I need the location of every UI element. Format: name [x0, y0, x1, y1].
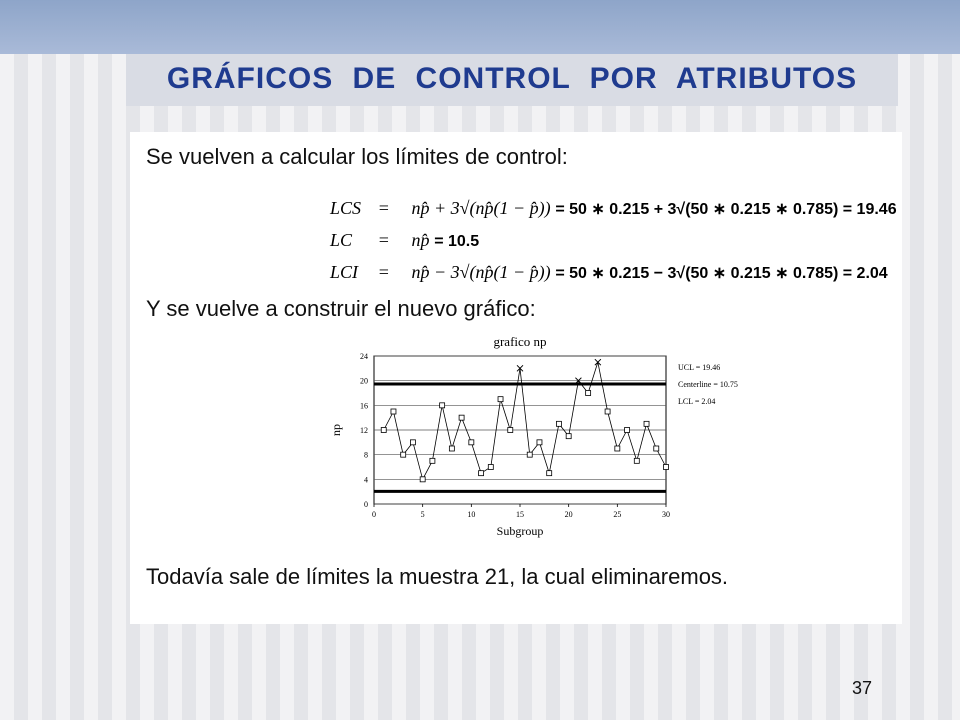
formula-equals: = [378, 262, 389, 282]
data-point [615, 446, 620, 451]
conclusion-text: Todavía sale de límites la muestra 21, la cual eliminaremos. [146, 564, 729, 589]
slide-number: 37 [852, 678, 873, 698]
y-axis-label: np [329, 424, 343, 436]
legend-entry: LCL = 2.04 [678, 397, 716, 406]
formula-expression: np̂ − 3√(np̂(1 − p̂)) [411, 262, 551, 282]
control-limit-formulas [330, 192, 897, 288]
data-point [488, 465, 493, 470]
data-point [440, 403, 445, 408]
x-tick-label: 20 [564, 510, 573, 519]
y-tick-label: 4 [364, 475, 368, 485]
legend-entry: UCL = 19.46 [678, 363, 721, 372]
data-point [566, 434, 571, 439]
data-point [430, 458, 435, 463]
formula-row-lci [330, 256, 897, 288]
data-point [537, 440, 542, 445]
data-point [586, 391, 591, 396]
y-tick-label: 0 [364, 500, 368, 509]
y-tick-label: 8 [364, 450, 368, 460]
x-tick-label: 25 [613, 510, 622, 519]
content-panel [130, 132, 902, 624]
x-tick-label: 0 [372, 510, 376, 519]
x-tick-label: 30 [662, 510, 670, 519]
y-tick-label: 16 [360, 401, 368, 411]
data-point [634, 458, 639, 463]
data-point [625, 428, 630, 433]
data-point [449, 446, 454, 451]
data-point [556, 421, 561, 426]
data-point [381, 428, 386, 433]
y-tick-label: 12 [360, 426, 368, 435]
data-point [410, 440, 415, 445]
formula-row-lc [330, 224, 897, 256]
np-control-chart [320, 332, 740, 552]
data-point [401, 452, 406, 457]
y-tick-label: 20 [360, 376, 368, 386]
data-point [508, 428, 513, 433]
x-tick-label: 10 [467, 510, 476, 519]
x-axis-label: Subgroup [496, 524, 544, 538]
data-point [664, 465, 669, 470]
formula-values: = 10.5 [434, 233, 480, 250]
formula-expression: np̂ [411, 230, 430, 250]
middle-text: Y se vuelve a construir el nuevo gráfico: [146, 296, 536, 321]
data-point [459, 415, 464, 420]
data-point [498, 397, 503, 402]
x-tick-label: 5 [420, 510, 425, 519]
intro-text: Se vuelven a calcular los límites de control: [146, 144, 568, 169]
formula-equals: = [378, 230, 389, 250]
formula-values: = 50 ∗ 0.215 − 3√(50 ∗ 0.215 ∗ 0.785) = 2.04 [555, 265, 888, 282]
data-point [479, 471, 484, 476]
x-tick-label: 15 [516, 510, 524, 519]
formula-label: LCS [330, 198, 362, 218]
data-point [391, 409, 396, 414]
data-point [654, 446, 659, 451]
slide-title: GRÁFICOS DE CONTROL POR ATRIBUTOS [166, 62, 858, 95]
formula-expression: np̂ + 3√(np̂(1 − p̂)) [411, 198, 551, 218]
y-tick-label: 24 [360, 352, 368, 361]
formula-label: LC [330, 230, 353, 250]
data-point [420, 477, 425, 482]
slide-header-bar [0, 0, 960, 54]
formula-row-lcs [330, 192, 897, 224]
formula-label: LCI [330, 262, 359, 282]
formula-equals: = [378, 198, 389, 218]
data-point [644, 421, 649, 426]
data-point [469, 440, 474, 445]
data-point [605, 409, 610, 414]
data-point [547, 471, 552, 476]
legend-entry: Centerline = 10.75 [678, 380, 738, 389]
formula-values: = 50 ∗ 0.215 + 3√(50 ∗ 0.215 ∗ 0.785) = 19.46 [555, 201, 897, 218]
data-point [527, 452, 532, 457]
chart-title: grafico np [493, 334, 547, 349]
